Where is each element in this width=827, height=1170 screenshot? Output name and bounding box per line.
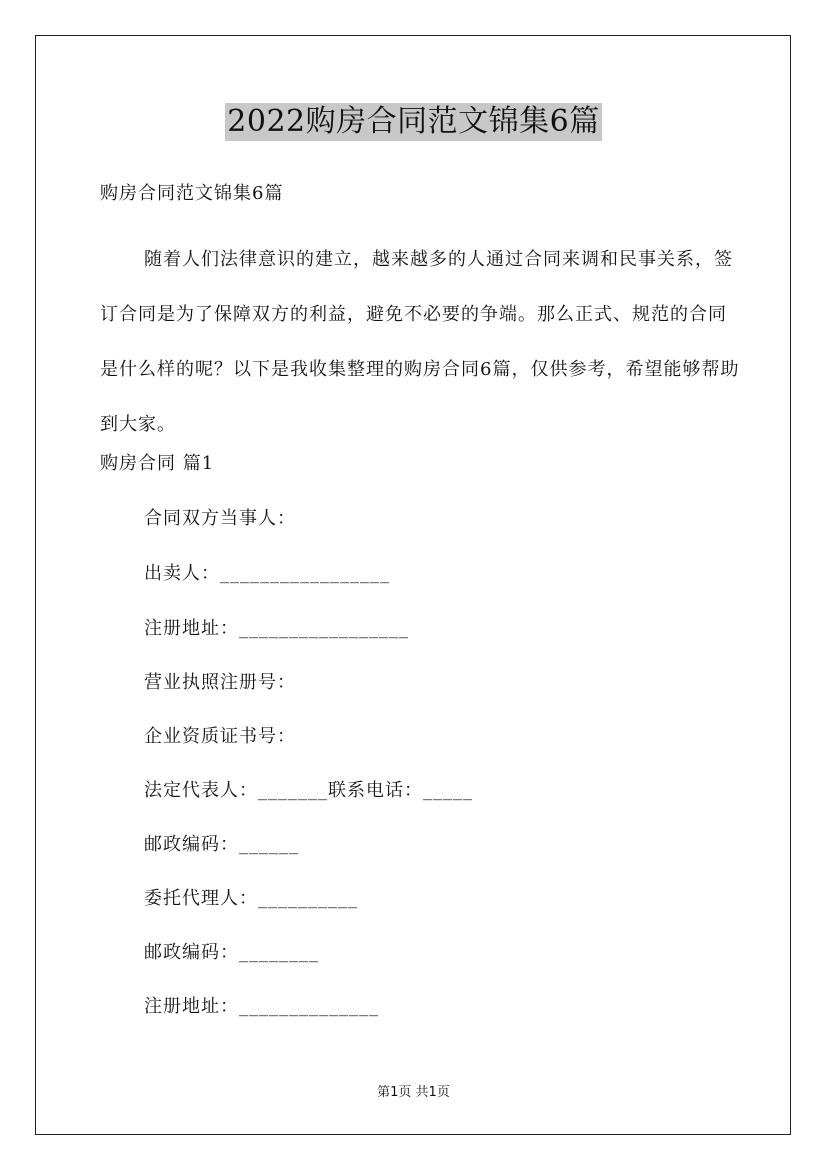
document-title: 2022购房合同范文锦集6篇 bbox=[227, 104, 600, 139]
field-registered-address-2: 注册地址：______________ bbox=[144, 996, 379, 1017]
field-seller: 出卖人：_________________ bbox=[144, 563, 390, 584]
field-postal-code: 邮政编码：______ bbox=[144, 834, 299, 855]
page-footer: 第1页 共1页 bbox=[377, 1085, 450, 1100]
field-postal-code-2: 邮政编码：________ bbox=[144, 942, 319, 963]
field-business-license: 营业执照注册号： bbox=[144, 672, 296, 693]
intro-paragraph: 随着人们法律意识的建立，越来越多的人通过合同来调和民事关系，签订合同是为了保障双方的利益，避免不必要的争端。那么正式、规范的合同是什么样的呢？以下是我收集整理的购房合同6篇，仅供参考，希望能够帮助到大家。 bbox=[100, 249, 740, 435]
field-parties: 合同双方当事人： bbox=[144, 508, 296, 529]
document-subtitle: 购房合同范文锦集6篇 bbox=[100, 183, 284, 204]
field-agent: 委托代理人：__________ bbox=[144, 888, 358, 909]
title-container bbox=[0, 103, 827, 141]
field-registered-address: 注册地址：_________________ bbox=[144, 618, 409, 639]
field-legal-rep-phone: 法定代表人：_______联系电话：_____ bbox=[144, 780, 473, 801]
field-qualification-cert: 企业资质证书号： bbox=[144, 726, 296, 747]
section-heading: 购房合同 篇1 bbox=[100, 453, 215, 474]
